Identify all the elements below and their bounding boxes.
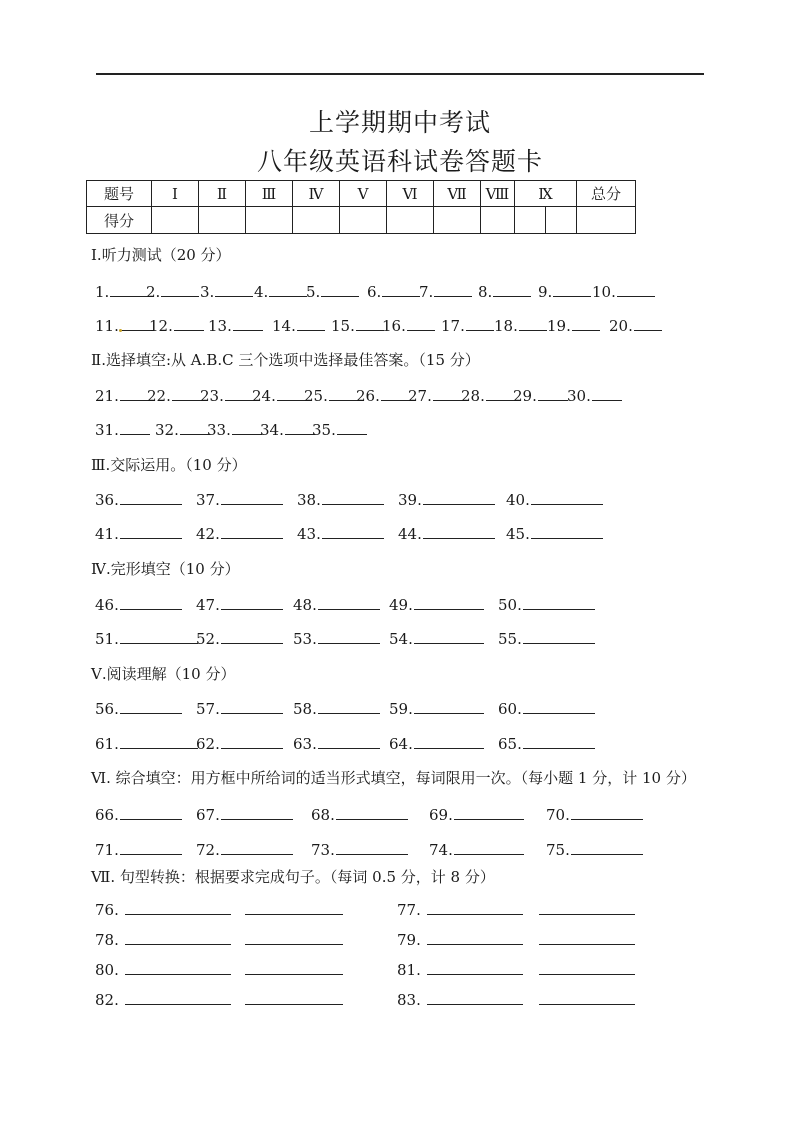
answer-item (260, 419, 315, 439)
question-number: 49. (389, 596, 413, 614)
question-number: 47. (196, 596, 220, 614)
answer-item (494, 315, 547, 335)
question-number: 19. (547, 317, 571, 335)
answer-blank[interactable] (539, 899, 635, 915)
answer-item (196, 804, 293, 824)
answer-item (252, 385, 307, 405)
question-number: 53. (293, 630, 317, 648)
question-number: 33. (207, 421, 231, 439)
answer-blank[interactable] (125, 929, 231, 945)
question-number: 31. (95, 421, 119, 439)
answer-blank[interactable] (277, 385, 307, 401)
answer-item (200, 281, 253, 301)
answer-blank[interactable] (245, 899, 343, 915)
answer-item (207, 419, 262, 439)
answer-blank[interactable] (120, 628, 198, 644)
section-heading: Ⅴ.阅读理解（10 分） (91, 665, 236, 683)
answer-item (95, 489, 182, 509)
header-rule (96, 73, 704, 75)
question-number: 50. (498, 596, 522, 614)
question-number: 12. (149, 317, 173, 335)
answer-blank[interactable] (285, 419, 315, 435)
answer-item (389, 733, 484, 753)
question-number: 28. (461, 387, 485, 405)
answer-blank[interactable] (269, 281, 307, 297)
answer-blank[interactable] (321, 281, 359, 297)
answer-item (95, 594, 182, 614)
answer-blank[interactable] (180, 419, 210, 435)
answer-blank[interactable] (336, 839, 408, 855)
answer-blank[interactable] (233, 315, 263, 331)
section-heading: Ⅳ.完形填空（10 分） (91, 560, 240, 578)
question-number: 48. (293, 596, 317, 614)
answer-item (196, 594, 283, 614)
answer-blank[interactable] (434, 281, 472, 297)
question-number: 13. (208, 317, 232, 335)
answer-item (367, 281, 420, 301)
answer-blank[interactable] (414, 594, 484, 610)
question-number: 16. (382, 317, 406, 335)
question-number: 55. (498, 630, 522, 648)
question-number: 79. (397, 931, 421, 949)
answer-item (312, 419, 367, 439)
answer-blank[interactable] (519, 315, 547, 331)
question-number: 22. (147, 387, 171, 405)
answer-blank[interactable] (427, 959, 523, 975)
question-number: 54. (389, 630, 413, 648)
question-number: 73. (311, 841, 335, 859)
question-number: 8. (478, 283, 493, 301)
answer-blank[interactable] (427, 989, 523, 1005)
answer-blank[interactable] (221, 489, 283, 505)
answer-item (95, 733, 198, 753)
answer-blank[interactable] (120, 698, 182, 714)
answer-item (95, 804, 182, 824)
question-number: 71. (95, 841, 119, 859)
answer-item (382, 315, 435, 335)
answer-item (397, 929, 635, 949)
answer-item (506, 489, 603, 509)
answer-blank[interactable] (318, 733, 380, 749)
answer-item (419, 281, 472, 301)
question-number: 78. (95, 931, 119, 949)
answer-blank[interactable] (322, 489, 384, 505)
section-heading: Ⅵ. 综合填空：用方框中所给词的适当形式填空，每词限用一次。（每小题 1 分，计 10 分） (91, 769, 696, 787)
answer-blank[interactable] (125, 899, 231, 915)
answer-blank[interactable] (120, 419, 150, 435)
answer-item (196, 628, 283, 648)
question-number: 5. (306, 283, 321, 301)
answer-blank[interactable] (221, 628, 283, 644)
answer-item (200, 385, 255, 405)
answer-blank[interactable] (356, 315, 384, 331)
score-cell[interactable] (199, 207, 246, 234)
answer-item (546, 839, 643, 859)
answer-item (196, 698, 283, 718)
answer-item (297, 523, 384, 543)
question-number: 46. (95, 596, 119, 614)
answer-item (398, 489, 495, 509)
answer-blank[interactable] (232, 419, 262, 435)
answer-blank[interactable] (539, 929, 635, 945)
question-number: 32. (155, 421, 179, 439)
answer-item (498, 594, 595, 614)
score-table-row-label: 得分 (87, 207, 152, 234)
question-number: 57. (196, 700, 220, 718)
question-number: 52. (196, 630, 220, 648)
answer-blank[interactable] (329, 385, 359, 401)
answer-blank[interactable] (407, 315, 435, 331)
answer-item (398, 523, 495, 543)
question-number: 63. (293, 735, 317, 753)
answer-item (461, 385, 516, 405)
answer-blank[interactable] (125, 989, 231, 1005)
score-table-header-cell: Ⅸ (515, 181, 577, 207)
question-number: 10. (592, 283, 616, 301)
answer-item (592, 281, 655, 301)
question-number: 25. (304, 387, 328, 405)
score-cell[interactable] (434, 207, 481, 234)
answer-blank[interactable] (531, 523, 603, 539)
answer-blank[interactable] (634, 315, 662, 331)
question-number: 83. (397, 991, 421, 1009)
page-subtitle: 八年级英语科试卷答题卡 (256, 147, 543, 176)
question-number: 66. (95, 806, 119, 824)
answer-blank[interactable] (120, 523, 182, 539)
answer-item (397, 899, 635, 919)
answer-item (513, 385, 568, 405)
question-number: 51. (95, 630, 119, 648)
answer-item (498, 733, 595, 753)
score-table-score-row (87, 207, 636, 234)
question-number: 43. (297, 525, 321, 543)
answer-item (331, 315, 384, 335)
question-number: 14. (272, 317, 296, 335)
answer-item (146, 281, 199, 301)
answer-item (546, 804, 643, 824)
question-number: 21. (95, 387, 119, 405)
question-number: 77. (397, 901, 421, 919)
answer-blank[interactable] (221, 804, 293, 820)
question-number: 3. (200, 283, 215, 301)
question-number: 29. (513, 387, 537, 405)
answer-item (208, 315, 263, 335)
ink-dot (119, 329, 122, 332)
answer-item (196, 489, 283, 509)
answer-item (293, 594, 380, 614)
answer-item (567, 385, 622, 405)
answer-item (95, 929, 343, 949)
question-number: 4. (254, 283, 269, 301)
answer-item (95, 315, 154, 335)
answer-item (196, 839, 293, 859)
answer-item (498, 698, 595, 718)
question-number: 72. (196, 841, 220, 859)
answer-blank[interactable] (245, 989, 343, 1005)
answer-item (506, 523, 603, 543)
score-table-header-cell: Ⅰ (152, 181, 199, 207)
answer-item (95, 385, 150, 405)
answer-blank[interactable] (322, 523, 384, 539)
answer-blank[interactable] (523, 698, 595, 714)
answer-blank[interactable] (531, 489, 603, 505)
score-cell[interactable] (577, 207, 636, 234)
answer-item (196, 523, 283, 543)
answer-item (293, 698, 380, 718)
score-table (86, 180, 636, 234)
answer-item (498, 628, 595, 648)
question-number: 74. (429, 841, 453, 859)
section-heading: Ⅲ.交际运用。（10 分） (91, 456, 247, 474)
answer-item (95, 698, 182, 718)
question-number: 64. (389, 735, 413, 753)
answer-blank[interactable] (125, 959, 231, 975)
answer-blank[interactable] (120, 839, 182, 855)
answer-item (155, 419, 210, 439)
section-heading: Ⅰ.听力测试（20 分） (91, 246, 231, 264)
answer-item (397, 959, 635, 979)
answer-item (311, 804, 408, 824)
answer-blank[interactable] (523, 733, 595, 749)
answer-item (293, 733, 380, 753)
answer-item (95, 989, 343, 1009)
answer-blank[interactable] (382, 281, 420, 297)
answer-blank[interactable] (337, 419, 367, 435)
answer-item (408, 385, 463, 405)
score-cell[interactable] (340, 207, 387, 234)
question-number: 67. (196, 806, 220, 824)
answer-blank[interactable] (221, 523, 283, 539)
answer-blank[interactable] (414, 698, 484, 714)
answer-blank[interactable] (225, 385, 255, 401)
answer-blank[interactable] (427, 929, 523, 945)
answer-blank[interactable] (538, 385, 568, 401)
score-table-header-cell: Ⅴ (340, 181, 387, 207)
answer-blank[interactable] (120, 385, 150, 401)
answer-item (609, 315, 662, 335)
answer-item (254, 281, 307, 301)
answer-item (272, 315, 325, 335)
answer-blank[interactable] (523, 594, 595, 610)
question-number: 36. (95, 491, 119, 509)
section-heading: Ⅶ. 句型转换：根据要求完成句子。（每词 0.5 分，计 8 分） (91, 868, 495, 886)
answer-item (397, 989, 635, 1009)
answer-item (293, 628, 380, 648)
question-number: 58. (293, 700, 317, 718)
question-number: 1. (95, 283, 110, 301)
question-number: 59. (389, 700, 413, 718)
answer-blank[interactable] (245, 929, 343, 945)
answer-blank[interactable] (486, 385, 516, 401)
question-number: 44. (398, 525, 422, 543)
question-number: 11. (95, 317, 119, 335)
answer-blank[interactable] (161, 281, 199, 297)
question-number: 34. (260, 421, 284, 439)
answer-blank[interactable] (553, 281, 591, 297)
answer-blank[interactable] (110, 281, 150, 297)
score-cell[interactable] (387, 207, 434, 234)
answer-blank[interactable] (539, 989, 635, 1005)
score-cell[interactable] (293, 207, 340, 234)
answer-item (149, 315, 204, 335)
answer-blank[interactable] (454, 839, 524, 855)
question-number: 65. (498, 735, 522, 753)
answer-blank[interactable] (571, 839, 643, 855)
answer-blank[interactable] (433, 385, 463, 401)
question-number: 62. (196, 735, 220, 753)
score-table-header-cell: Ⅱ (199, 181, 246, 207)
question-number: 80. (95, 961, 119, 979)
question-number: 42. (196, 525, 220, 543)
answer-blank[interactable] (174, 315, 204, 331)
question-number: 9. (538, 283, 553, 301)
question-number: 39. (398, 491, 422, 509)
answer-blank[interactable] (592, 385, 622, 401)
answer-item (196, 733, 283, 753)
answer-blank[interactable] (120, 804, 182, 820)
answer-blank[interactable] (215, 281, 253, 297)
score-table-header-row (87, 181, 636, 207)
question-number: 37. (196, 491, 220, 509)
question-number: 56. (95, 700, 119, 718)
answer-blank[interactable] (120, 733, 198, 749)
answer-item (429, 839, 524, 859)
question-number: 6. (367, 283, 382, 301)
answer-item (311, 839, 408, 859)
answer-item (389, 594, 484, 614)
answer-blank[interactable] (493, 281, 531, 297)
answer-blank[interactable] (245, 959, 343, 975)
answer-blank[interactable] (414, 733, 484, 749)
score-table-header-cell: Ⅵ (387, 181, 434, 207)
answer-blank[interactable] (454, 804, 524, 820)
score-cell[interactable] (246, 207, 293, 234)
answer-blank[interactable] (336, 804, 408, 820)
question-number: 24. (252, 387, 276, 405)
question-number: 2. (146, 283, 161, 301)
answer-item (538, 281, 591, 301)
answer-blank[interactable] (617, 281, 655, 297)
question-number: 20. (609, 317, 633, 335)
question-number: 26. (356, 387, 380, 405)
score-table-header-cell: Ⅳ (293, 181, 340, 207)
answer-item (441, 315, 494, 335)
question-number: 27. (408, 387, 432, 405)
answer-blank[interactable] (221, 733, 283, 749)
question-number: 23. (200, 387, 224, 405)
answer-item (95, 419, 150, 439)
answer-item (297, 489, 384, 509)
answer-item (306, 281, 359, 301)
answer-blank[interactable] (120, 489, 182, 505)
answer-item (356, 385, 411, 405)
answer-item (95, 899, 343, 919)
question-number: 15. (331, 317, 355, 335)
score-cell[interactable] (546, 207, 577, 234)
question-number: 40. (506, 491, 530, 509)
score-table-header-cell: Ⅲ (246, 181, 293, 207)
score-cell[interactable] (515, 207, 546, 234)
answer-blank[interactable] (427, 899, 523, 915)
question-number: 30. (567, 387, 591, 405)
question-number: 61. (95, 735, 119, 753)
answer-blank[interactable] (423, 523, 495, 539)
answer-blank[interactable] (221, 698, 283, 714)
answer-item (147, 385, 202, 405)
question-number: 76. (95, 901, 119, 919)
answer-item (95, 628, 198, 648)
answer-item (429, 804, 524, 824)
question-number: 17. (441, 317, 465, 335)
question-number: 75. (546, 841, 570, 859)
question-number: 70. (546, 806, 570, 824)
answer-item (389, 628, 484, 648)
answer-item (95, 839, 182, 859)
score-table-header-cell: Ⅷ (481, 181, 515, 207)
answer-blank[interactable] (381, 385, 411, 401)
answer-blank[interactable] (572, 315, 600, 331)
score-cell[interactable] (481, 207, 515, 234)
score-table-header-cell: Ⅶ (434, 181, 481, 207)
question-number: 69. (429, 806, 453, 824)
answer-blank[interactable] (539, 959, 635, 975)
question-number: 45. (506, 525, 530, 543)
answer-blank[interactable] (571, 804, 643, 820)
answer-blank[interactable] (221, 594, 283, 610)
answer-item (304, 385, 359, 405)
answer-item (478, 281, 531, 301)
score-cell[interactable] (152, 207, 199, 234)
answer-blank[interactable] (423, 489, 495, 505)
question-number: 68. (311, 806, 335, 824)
question-number: 82. (95, 991, 119, 1009)
page-title: 上学期期中考试 (308, 108, 491, 137)
question-number: 41. (95, 525, 119, 543)
answer-blank[interactable] (318, 628, 380, 644)
answer-blank[interactable] (318, 698, 380, 714)
answer-item (95, 281, 150, 301)
question-number: 7. (419, 283, 434, 301)
answer-blank[interactable] (297, 315, 325, 331)
section-heading: Ⅱ.选择填空:从 A.B.C 三个选项中选择最佳答案。（15 分） (91, 351, 480, 369)
answer-blank[interactable] (318, 594, 380, 610)
score-table-header-cell: 题号 (87, 181, 152, 207)
answer-item (389, 698, 484, 718)
answer-item (547, 315, 600, 335)
answer-blank[interactable] (414, 628, 484, 644)
question-number: 60. (498, 700, 522, 718)
question-number: 35. (312, 421, 336, 439)
answer-item (95, 959, 343, 979)
answer-blank[interactable] (523, 628, 595, 644)
answer-blank[interactable] (466, 315, 494, 331)
answer-blank[interactable] (221, 839, 293, 855)
answer-item (95, 523, 182, 543)
answer-blank[interactable] (172, 385, 202, 401)
question-number: 38. (297, 491, 321, 509)
score-table-header-cell: 总分 (577, 181, 636, 207)
answer-blank[interactable] (120, 594, 182, 610)
question-number: 18. (494, 317, 518, 335)
question-number: 81. (397, 961, 421, 979)
